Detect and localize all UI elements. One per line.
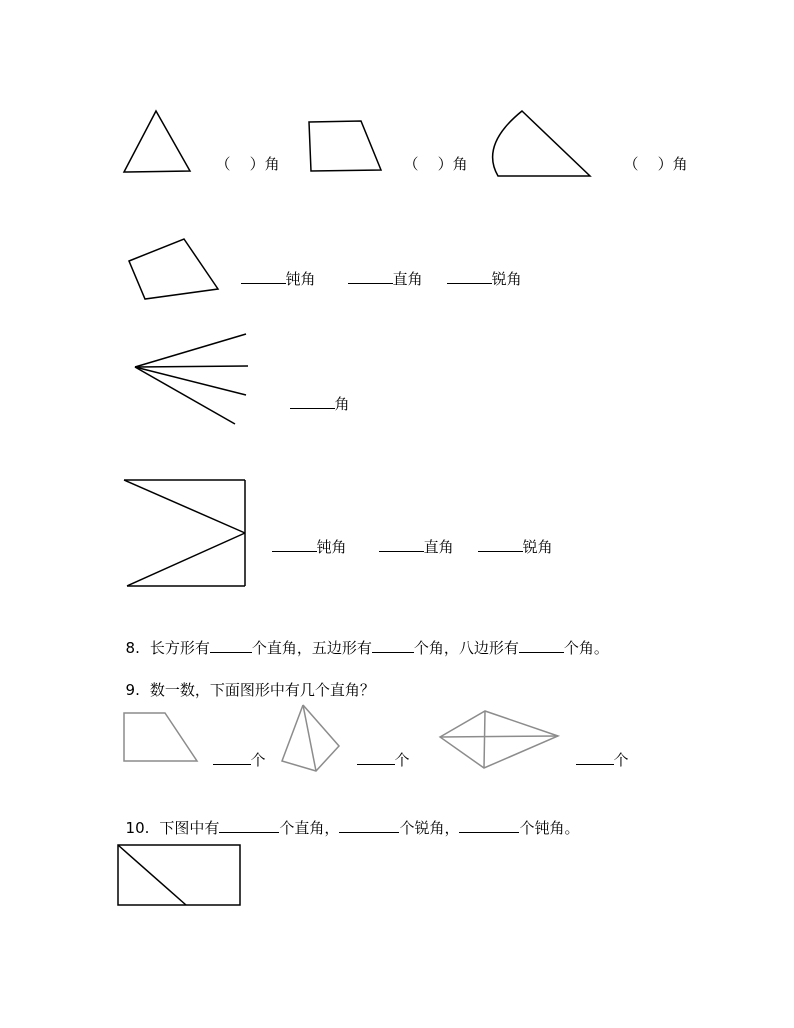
acute-angles-blank[interactable] bbox=[339, 817, 399, 833]
paren-blank[interactable]: （ ） bbox=[403, 155, 453, 173]
trapezoid-angle-answer: （ ）角 bbox=[403, 155, 468, 173]
obtuse-angles-blank[interactable] bbox=[459, 817, 519, 833]
triangle-figure bbox=[118, 105, 198, 180]
pyramid-right-angle-count: 个 bbox=[347, 729, 410, 770]
question-number: 10. bbox=[125, 819, 150, 837]
curved-shape-figure bbox=[484, 105, 596, 183]
paren-blank[interactable]: （ ） bbox=[215, 155, 265, 173]
rays-figure bbox=[128, 330, 256, 430]
pentagon-angles-blank[interactable] bbox=[372, 637, 414, 653]
right-angles-blank[interactable] bbox=[219, 817, 279, 833]
count-blank[interactable] bbox=[576, 749, 614, 765]
composite-figure bbox=[120, 476, 252, 592]
question-10: 10. 下图中有 个直角， 个锐角， 个钝角。 bbox=[125, 819, 580, 837]
question-text: 数一数，下面图形中有几个直角？ bbox=[149, 681, 375, 699]
count-blank[interactable] bbox=[357, 749, 395, 765]
triangle-angle-answer: （ ）角 bbox=[215, 155, 280, 173]
right-blank[interactable] bbox=[379, 536, 424, 552]
quadrilateral-figure bbox=[124, 234, 224, 306]
obtuse-blank[interactable] bbox=[241, 268, 286, 284]
paren-blank[interactable]: （ ） bbox=[623, 155, 673, 173]
gray-trapezoid-figure bbox=[120, 708, 204, 766]
rectangle-diagonal-figure bbox=[116, 843, 244, 909]
pyramid-figure bbox=[278, 700, 344, 776]
octagon-angles-blank[interactable] bbox=[519, 637, 564, 653]
question-number: 9. bbox=[125, 681, 140, 699]
acute-blank[interactable] bbox=[447, 268, 492, 284]
rectangle-right-angles-blank[interactable] bbox=[210, 637, 252, 653]
rays-blank[interactable] bbox=[290, 393, 335, 409]
trapezoid-right-angle-count: 个 bbox=[203, 729, 266, 770]
curved-shape-angle-answer: （ ）角 bbox=[623, 155, 688, 173]
count-blank[interactable] bbox=[213, 749, 251, 765]
quadrilateral-angle-blanks: 钝角 直角 锐角 bbox=[231, 248, 522, 289]
rays-angle-count: 角 bbox=[280, 373, 350, 414]
obtuse-blank[interactable] bbox=[272, 536, 317, 552]
trapezoid-figure bbox=[305, 115, 387, 177]
acute-blank[interactable] bbox=[478, 536, 523, 552]
rhombus-right-angle-count: 个 bbox=[566, 729, 629, 770]
question-8: 8. 长方形有 个直角，五边形有 个角，八边形有 个角。 bbox=[125, 639, 609, 657]
question-number: 8. bbox=[125, 639, 140, 657]
composite-angle-blanks: 钝角 直角 锐角 bbox=[262, 516, 553, 557]
right-blank[interactable] bbox=[348, 268, 393, 284]
question-9 bbox=[116, 660, 375, 700]
rhombus-figure bbox=[436, 706, 564, 774]
